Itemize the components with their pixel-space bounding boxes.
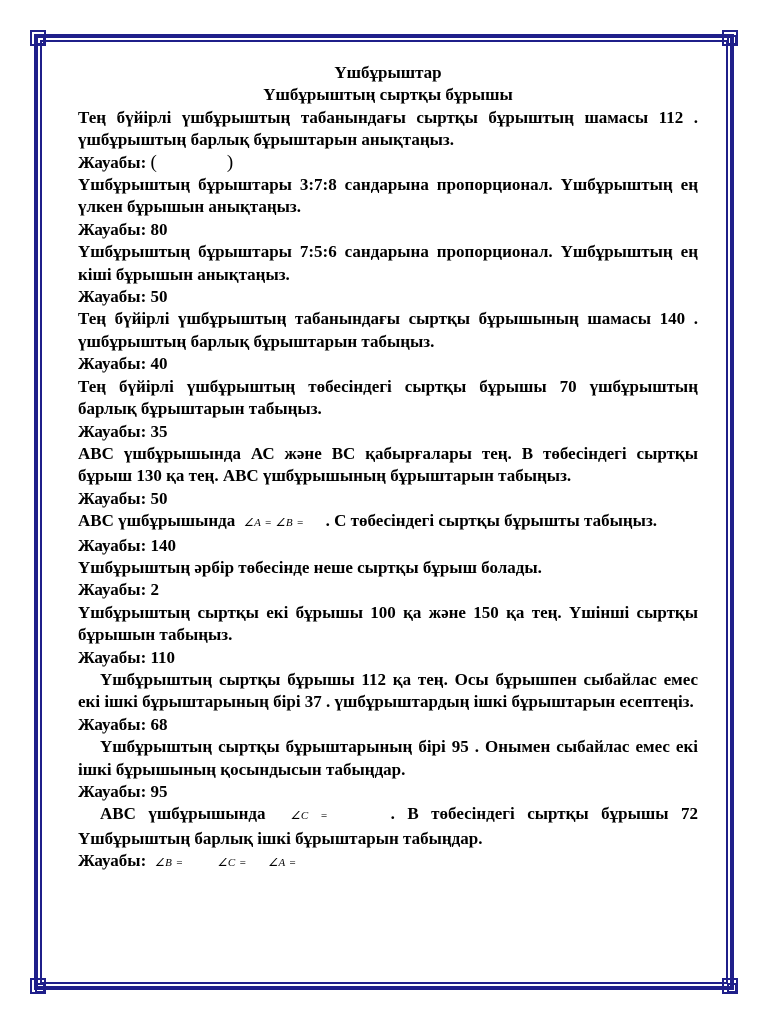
- answer-label: Жауабы:: [78, 354, 147, 374]
- question-text: Тең бүйірлі үшбұрыштың табанындағы сыртқы бұрышының шамасы 140 . үшбұрыштың барлық бұрыштарын табыңыз.: [78, 309, 698, 351]
- question-text-part: АВС үшбұрышында: [100, 804, 266, 824]
- question-text-part: . В төбесіндегі сыртқы бұрышы 72 Үшбұрыштың барлық ішкі бұрыштарын табыңдар.: [78, 804, 699, 848]
- answer-line: [78, 714, 698, 736]
- answer-line: [78, 647, 698, 669]
- answer-blank: ( ): [150, 151, 234, 173]
- question-text: Тең бүйірлі үшбұрыштың табанындағы сыртқы бұрыштың шамасы 112 . үшбұрыштың барлық бұрыштарын анықтаңыз.: [78, 107, 698, 150]
- answer-value: 80: [150, 219, 168, 239]
- question-text: Үшбұрыштың сыртқы бұрышы 112 қа тең. Осы бұрышпен сыбайлас емес екі ішкі бұрыштарының бірі 37 . үшбұрыштардың ішкі бұрыштарын есептеңіз.: [78, 669, 698, 712]
- question-text: Үшбұрыштың бұрыштары 7:5:6 сандарына пропорционал. Үшбұрыштың ең кіші бұрышын анықтаңыз.: [78, 242, 698, 284]
- angle-expression: ∠C =: [217, 857, 247, 870]
- answer-label: Жауабы:: [78, 714, 147, 734]
- corner-ornament: [722, 30, 738, 46]
- answer-label: Жауабы:: [78, 535, 147, 555]
- answer-label: Жауабы:: [78, 580, 147, 600]
- question-text: [78, 510, 698, 534]
- answer-label: Жауабы:: [78, 647, 147, 667]
- answer-label: Жауабы:: [78, 851, 147, 871]
- answer-label: Жауабы:: [78, 782, 147, 801]
- answer-value: 95: [150, 782, 168, 801]
- question-text: АВС үшбұрышында АС және ВС қабырғалары тең. В төбесіндегі сыртқы бұрыш 130 қа тең. АВС үшбұрышының бұрыштарын табыңыз.: [78, 443, 698, 486]
- answer-label: Жауабы:: [78, 219, 147, 239]
- answer-value: 35: [150, 421, 168, 441]
- answer-line: [78, 535, 698, 557]
- answer-value: 140: [150, 535, 176, 555]
- answer-line: [78, 579, 698, 601]
- question-text: Үшбұрыштың сыртқы бұрыштарының бірі 95 . Онымен сыбайлас емес екі ішкі бұрышының қосындысын табыңдар.: [78, 737, 698, 779]
- answer-value: 50: [150, 287, 168, 307]
- question-text: Тең бүйірлі үшбұрыштың төбесіндегі сыртқы бұрышы 70 үшбұрыштың барлық бұрыштарын табыңыз.: [78, 376, 698, 419]
- question-text-part: . С төбесіндегі сыртқы бұрышты табыңыз.: [325, 511, 658, 531]
- answer-value: 40: [150, 354, 168, 374]
- answer-value: 110: [150, 647, 176, 667]
- answer-label: Жауабы:: [78, 421, 147, 441]
- answer-value: 68: [150, 714, 168, 734]
- answer-line: [78, 850, 698, 874]
- angle-expression: ∠B =: [154, 857, 184, 870]
- angle-expression: ∠A = ∠B =: [243, 517, 305, 530]
- answer-value: 50: [150, 488, 168, 508]
- answer-label: Жауабы:: [78, 152, 147, 172]
- corner-ornament: [722, 978, 738, 994]
- corner-ornament: [30, 30, 46, 46]
- answer-line: [78, 781, 698, 803]
- answer-line: [78, 219, 698, 241]
- answer-line: [78, 286, 698, 308]
- angle-expression: ∠A =: [268, 857, 297, 870]
- answer-value: 2: [150, 580, 159, 600]
- answer-line: [78, 421, 698, 443]
- page-subtitle: Үшбұрыштың сыртқы бұрышы: [263, 85, 513, 105]
- question-text: Үшбұрыштың бұрыштары 3:7:8 сандарына пропорционал. Үшбұрыштың ең үлкен бұрышын анықтаңыз.: [78, 175, 698, 217]
- corner-ornament: [30, 978, 46, 994]
- question-text: Үшбұрыштың әрбір төбесінде неше сыртқы бұрыш болады.: [78, 557, 542, 577]
- answer-label: Жауабы:: [78, 488, 147, 508]
- question-text: [78, 803, 698, 850]
- answer-line: [78, 488, 698, 510]
- answer-line: [78, 353, 698, 375]
- question-text-part: АВС үшбұрышында: [78, 511, 236, 531]
- answer-line: [78, 152, 698, 174]
- angle-expression: ∠C =: [290, 810, 329, 823]
- answer-label: Жауабы:: [78, 287, 147, 307]
- document-body: [78, 62, 698, 875]
- question-text: Үшбұрыштың сыртқы екі бұрышы 100 қа және 150 қа тең. Үшінші сыртқы бұрышын табыңыз.: [78, 602, 698, 645]
- page-title: Үшбұрыштар: [334, 63, 442, 82]
